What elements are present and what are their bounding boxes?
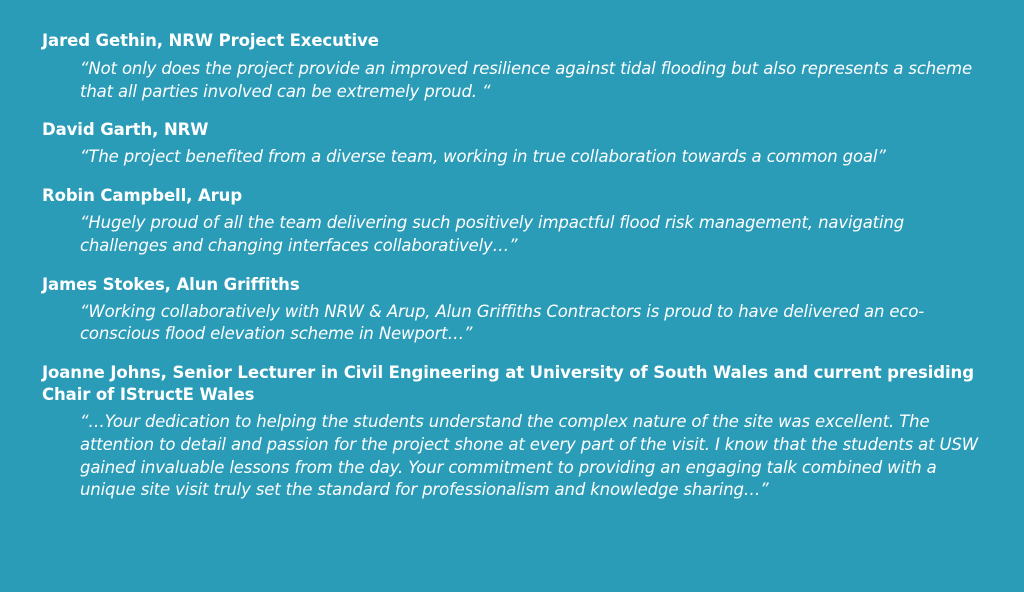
testimonial-entry xyxy=(42,30,980,103)
testimonial-entry xyxy=(42,362,980,502)
testimonial-quote: “Not only does the project provide an improved resilience against tidal flooding but also represents a scheme that all parties involved can be extremely proud. “ xyxy=(80,58,972,101)
testimonial-speaker: James Stokes, Alun Griffiths xyxy=(42,274,300,294)
testimonial-speaker: Jared Gethin, NRW Project Executive xyxy=(42,31,379,50)
testimonial-entry xyxy=(42,185,980,257)
testimonial-quote: “The project benefited from a diverse team, working in true collaboration towards a common goal” xyxy=(80,147,886,167)
testimonial-speaker: Joanne Johns, Senior Lecturer in Civil Engineering at University of South Wales and current presiding Chair of IStructE Wales xyxy=(42,363,974,405)
testimonial-quote: “Hugely proud of all the team delivering such positively impactful flood risk management, navigating challenges and changing interfaces collaboratively…” xyxy=(80,213,905,255)
testimonial-entry xyxy=(42,119,980,169)
testimonial-speaker: Robin Campbell, Arup xyxy=(42,186,243,206)
testimonial-entry xyxy=(42,274,980,346)
testimonial-quote: “…Your dedication to helping the students understand the complex nature of the site was excellent. The attention to detail and passion for the project shone at every part of the visit. I know that the students at USW gained invaluable lessons from the day. Your commitment to providing an engaging talk combined with a unique site visit truly set the standard for professionalism and knowledge sharing…” xyxy=(80,411,978,500)
testimonial-speaker: David Garth, NRW xyxy=(42,120,209,140)
testimonial-quote: “Working collaboratively with NRW & Arup, Alun Griffiths Contractors is proud to have delivered an eco-conscious flood elevation scheme in Newport…” xyxy=(80,301,925,344)
